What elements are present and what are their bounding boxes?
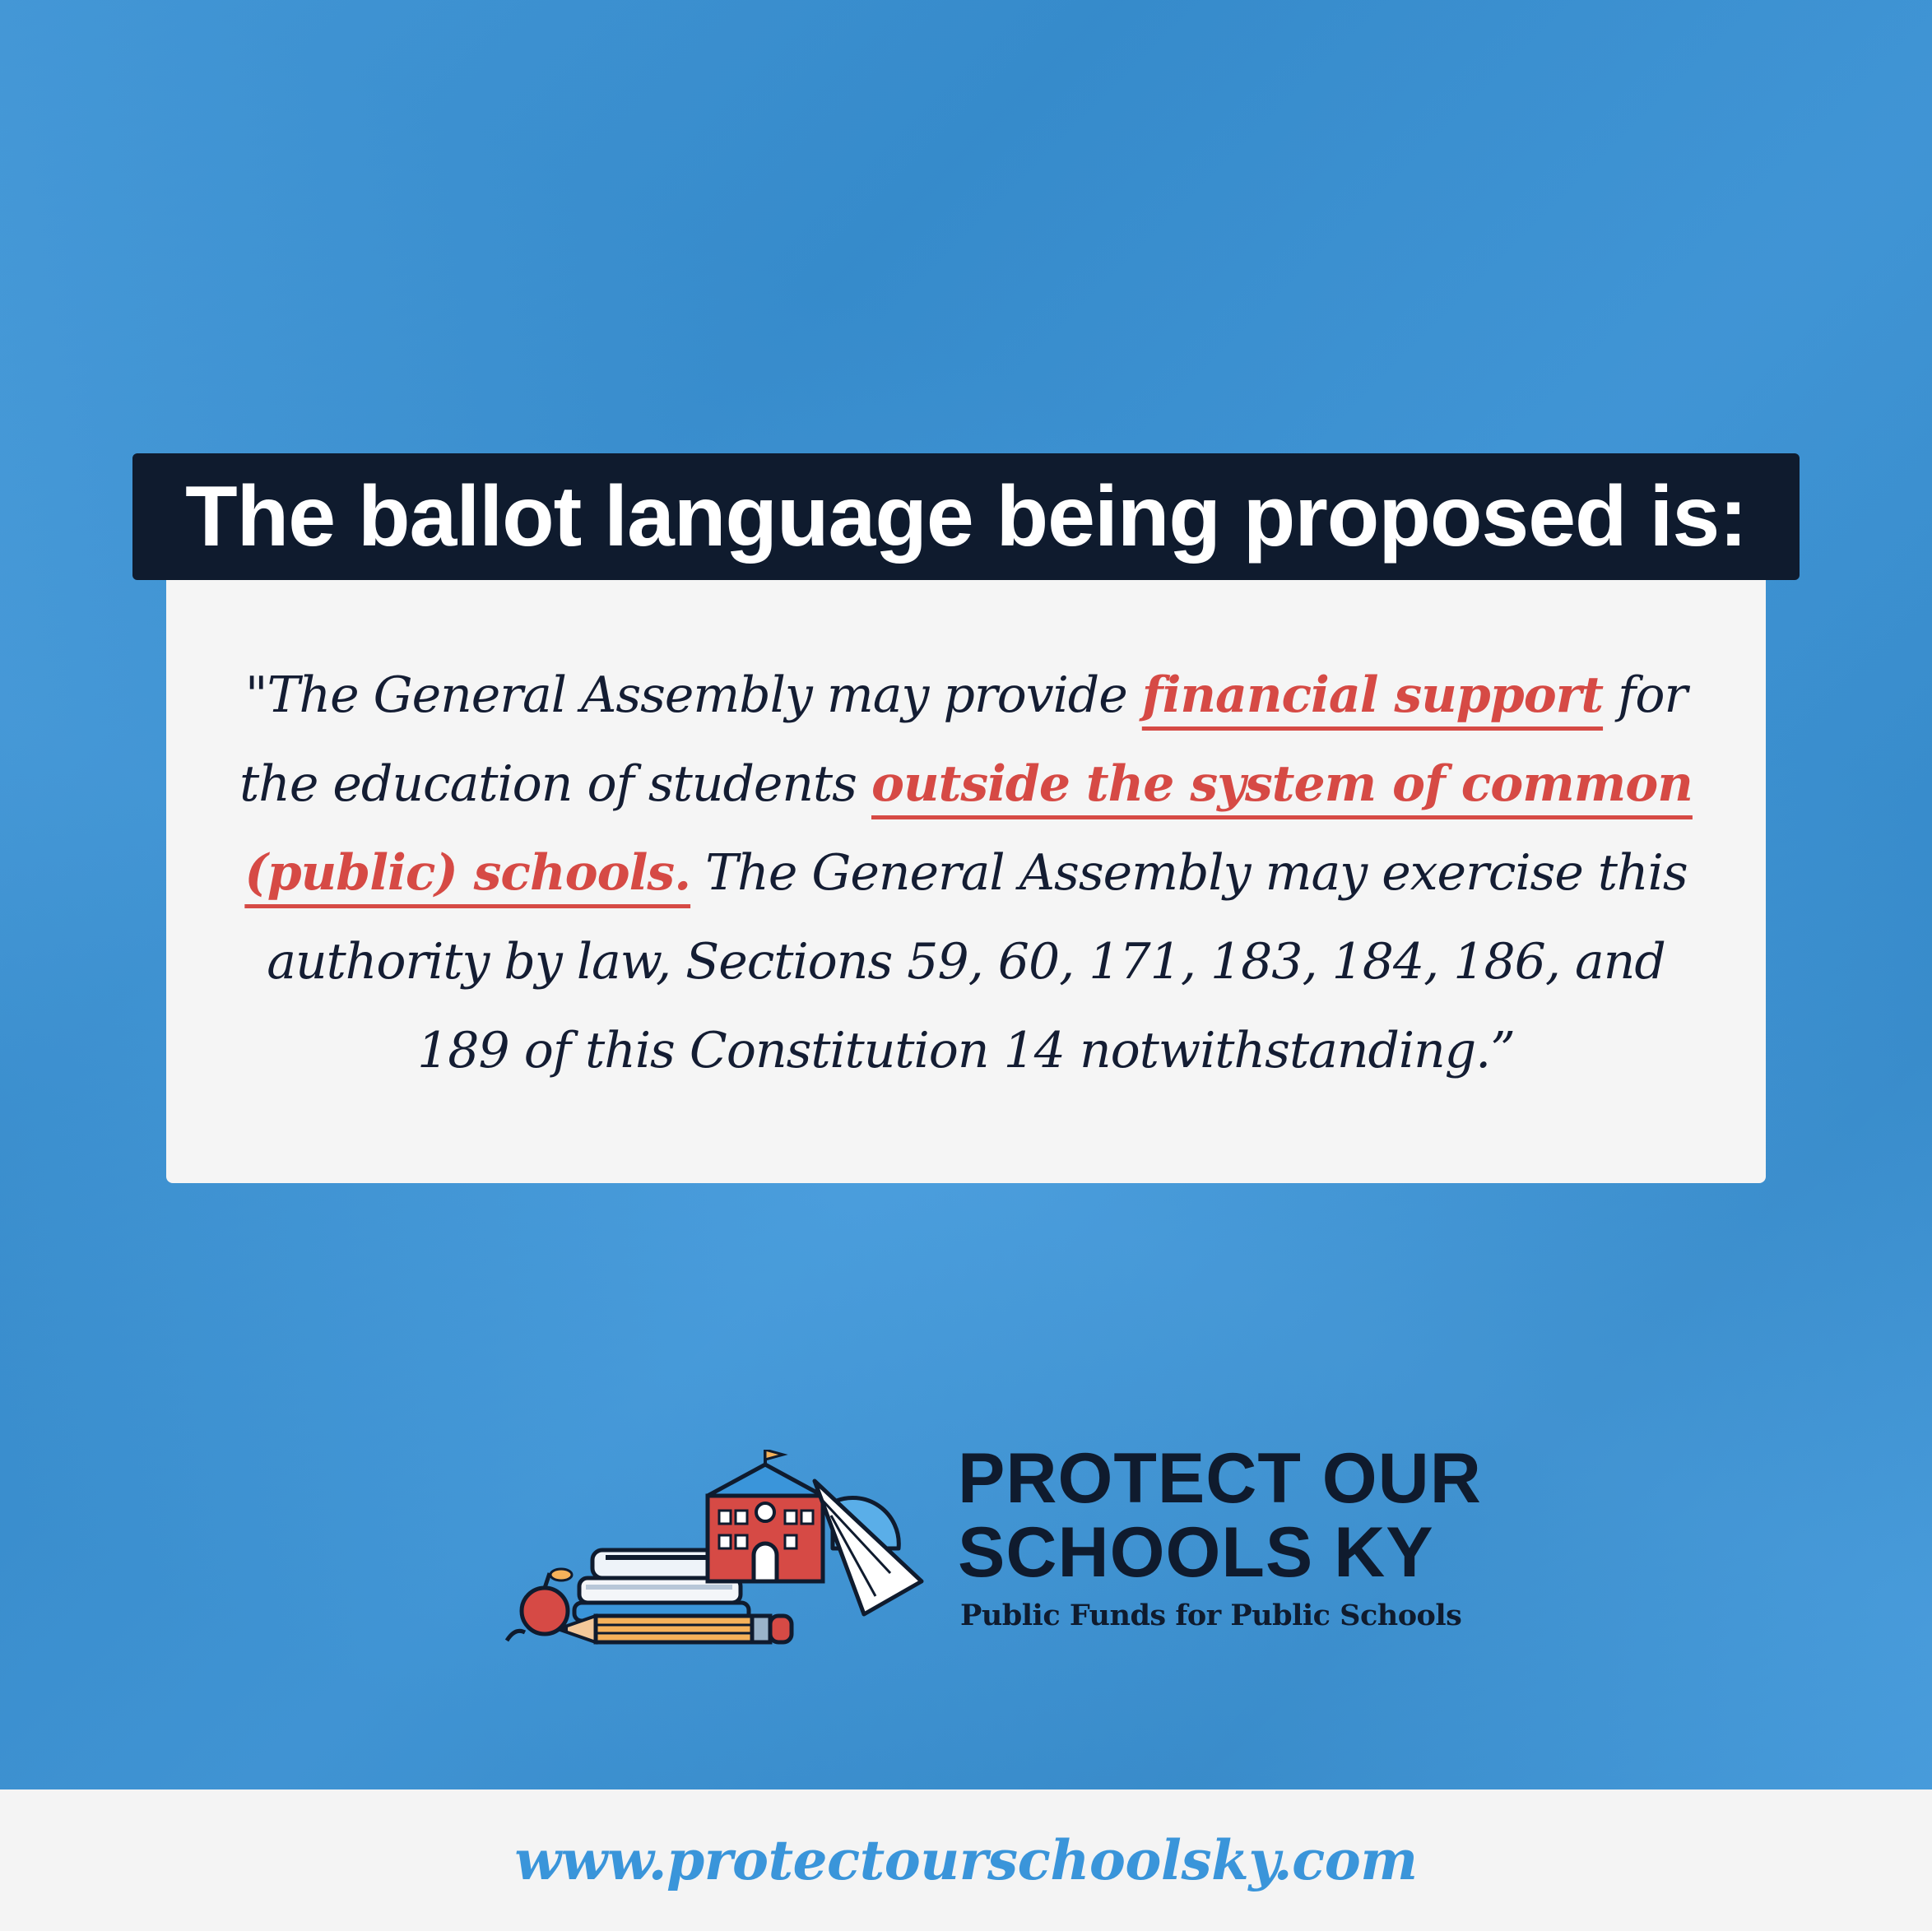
- quote-part-1: "The General Assembly may provide: [244, 666, 1142, 724]
- headline-banner: [132, 453, 1800, 580]
- highlight-outside-system: outside the system of common (public) schools.: [244, 755, 1693, 902]
- highlight-financial-support: financial support: [1141, 666, 1604, 724]
- footer-bar: [0, 1789, 1932, 1931]
- website-link[interactable]: www.protectourschoolsky.com: [514, 1828, 1418, 1892]
- logo-wordmark: [958, 1441, 1484, 1590]
- ballot-quote: [216, 651, 1716, 1095]
- quote-part-3: The General Assembly may exercise this authority by law, Sections 59, 60, 171, 183, 184, 186, and 189 of this Constitution 14 notwithstanding.”: [267, 844, 1688, 1079]
- logo-title-line-1: PROTECT OUR: [958, 1439, 1482, 1518]
- logo-title-line-2: SCHOOLS KY: [958, 1513, 1434, 1592]
- quote-part-2: for the education of students: [239, 666, 1688, 813]
- quote-card: [166, 580, 1766, 1183]
- school-books-logo-icon: [504, 1450, 925, 1647]
- headline-text: The ballot language being proposed is:: [185, 468, 1747, 564]
- logo-tagline: Public Funds for Public Schools: [960, 1599, 1462, 1632]
